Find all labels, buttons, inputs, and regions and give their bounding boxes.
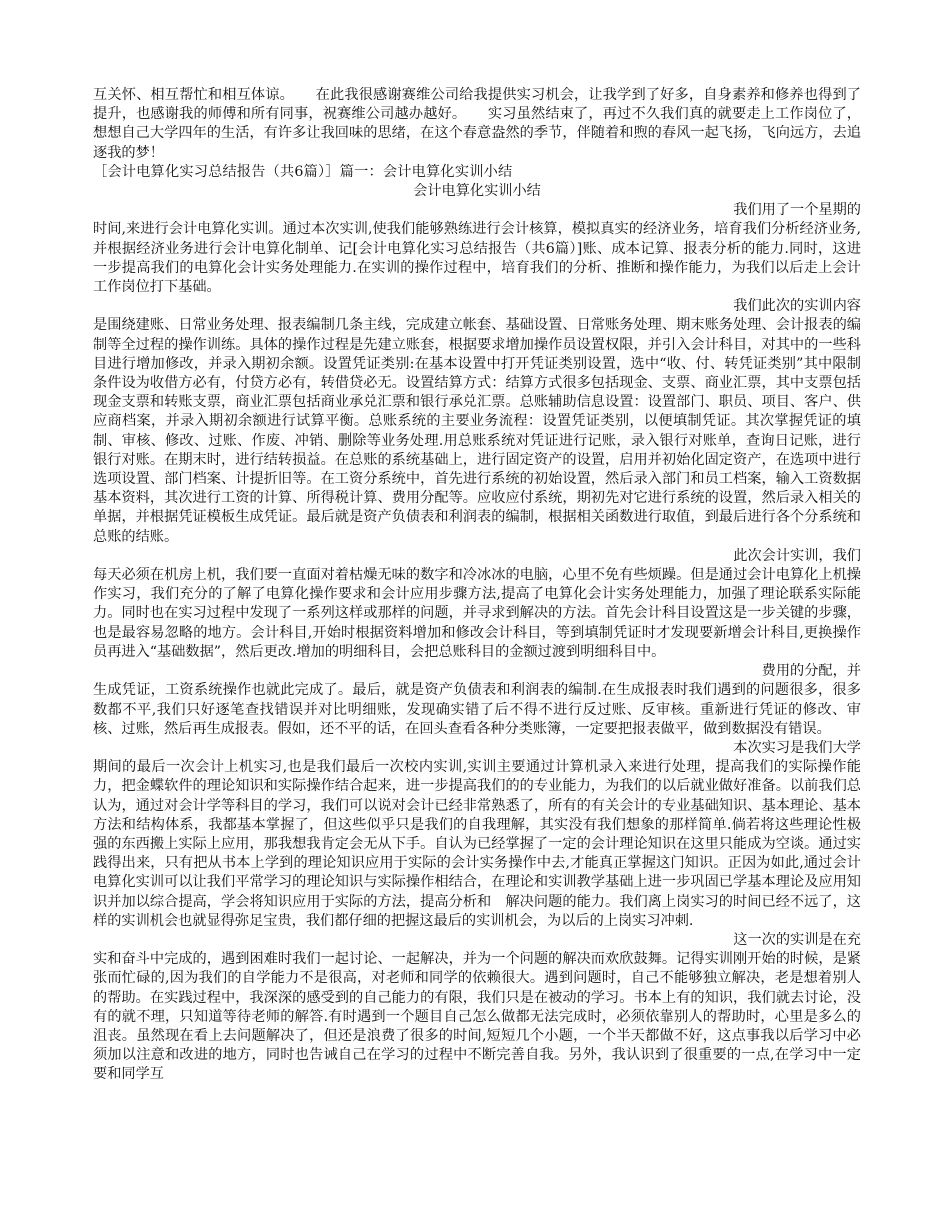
paragraph-5-lead: 本次实习是我们大学	[733, 739, 861, 756]
paragraph-6-lead: 这一次的实训是在充	[733, 931, 861, 948]
paragraph-3-body: 每天必须在机房上机，我们要一直面对着枯燥无味的数字和冷冰冰的电脑，心里不免有些烦躁。但是通过会计电算化上机操作实习，我们充分的了解了电算化操作要求和会计应用步骤方法,提高了电算化会计实务处理能力，加强了理论联系实际能力。同时也在实习过程中发现了一系列这样或那样的问题，并寻求到解决的方法。首先会计科目设置这是一步关键的步骤，也是最容易忽略的地方。会计科目,开始时根据资料增加和修改会计科目，等到填制凭证时才发现要新增会计科目,更换操作员再进入“基础数据”，然后更改.增加的明细科目，会把总账科目的金额过渡到明细科目中。	[93, 567, 861, 660]
paragraph-6-body: 实和奋斗中完成的，遇到困难时我们一起讨论、一起解决，并为一个问题的解决而欢欣鼓舞。记得实训刚开始的时候，是紧张而忙碌的,因为我们的自学能力不是很高，对老师和同学的依赖很大。遇到问题时，自己不能够独立解决，老是想着别人的帮助。在实践过程中，我深深的感受到的自己能力的有限，我们只是在被动的学习。书本上有的知识，我们就去讨论，没有的就不理，只知道等待老师的解答.有时遇到一个题目自己怎么做都无法完成时，必须依靠别人的帮助时，心里是多么的沮丧。虽然现在看上去问题解决了，但还是浪费了很多的时间,短短几个小题，一个半天都做不好，这点事我以后学习中必须加以注意和改进的地方，同时也告诫自己在学习的过程中不断完善自我。另外，我认识到了很重要的一点,在学习中一定要和同学互	[93, 951, 861, 1083]
document-page	[93, 86, 861, 1085]
document-subtitle: 会计电算化实训小结	[413, 183, 541, 200]
paragraph-4-lead: 费用的分配，并	[761, 663, 861, 680]
paragraph-5-body: 期间的最后一次会计上机实习,也是我们最后一次校内实训,实训主要通过计算机录入来进行处理，提高我们的实际操作能力，把金蝶软件的理论知识和实际操作结合起来，进一步提高我们的的专业能力，为我们的以后就业做好准备。以前我们总认为，通过对会计学等科目的学习，我们可以说对会计已经非常熟悉了，所有的有关会计的专业基础知识、基本理论、基本方法和结构体系，我都基本掌握了，但这些似乎只是我们的自我理解，其实没有我们想象的那样简单.倘若将这些理论性极强的东西搬上实际上应用，那我想我肯定会无从下手。自认为已经掌握了一定的会计理论知识在这里只能成为空谈。通过实践得出来，只有把从书本上学到的理论知识应用于实际的会计实务操作中去,才能真正掌握这门知识。正因为如此,通过会计电算化实训可以让我们平常学习的理论知识与实际操作相结合，在理论和实训教学基础上进一步巩固已学基本理论及应用知识并加以综合提高，学会将知识应用于实际的方法，提高分析和 解决问题的能力。我们离上岗实习的时间已经不远了，这样的实训机会也就显得弥足宝贵，我们都仔细的把握这最后的实训机会，为以后的上岗实习冲刺.	[93, 759, 861, 929]
report-title: ［会计电算化实习总结报告（共6篇）］篇一：会计电算化实训小结	[93, 163, 513, 180]
paragraph-2-lead: 我们此次的实训内容	[733, 298, 861, 315]
paragraph-1-lead: 我们用了一个星期的	[733, 202, 861, 219]
paragraph-1-body: 时间,来进行会计电算化实训。通过本次实训,使我们能够熟练进行会计核算，模拟真实的经济业务，培育我们分析经济业务,并根据经济业务进行会计电算化制单、记[会计电算化实习总结报告（共6篇）]账、成本记算、报表分析的能力.同时，这进一步提高我们的电算化会计实务处理能力.在实训的操作过程中，培育我们的分析、推断和操作能力，为我们以后走上会计工作岗位打下基础。	[93, 221, 861, 296]
paragraph-2-body: 是围绕建账、日常业务处理、报表编制几条主线，完成建立帐套、基础设置、日常账务处理、期末账务处理、会计报表的编制等全过程的操作训练。具体的操作过程是先建立账套，根据要求增加操作员设置权限，并引入会计科目，对其中的一些科目进行增加修改，并录入期初余额。设置凭证类别:在基本设置中打开凭证类别设置，选中“收、付、转凭证类别”其中限制条件设为收借方必有，付贷方必有，转借贷必无。设置结算方式：结算方式很多包括现金、支票、商业汇票，其中支票包括现金支票和转账支票，商业汇票包括商业承兑汇票和银行承兑汇票。总账辅助信息设置：设置部门、职员、项目、客户、供应商档案，并录入期初余额进行试算平衡。总账系统的主要业务流程：设置凭证类别，以便填制凭证。其次掌握凭证的填制、审核、修改、过账、作废、冲销、删除等业务处理.用总账系统对凭证进行记账，录入银行对账单，查询日记账，进行银行对账。在期末时，进行结转损益。在总账的系统基础上，进行固定资产的设置，启用并初始化固定资产，在选项中进行选项设置、部门档案、计提折旧等。在工资分系统中，首先进行系统的初始设置，然后录入部门和员工档案，输入工资数据基本资料，其次进行工资的计算、所得税计算、费用分配等。应收应付系统，期初先对它进行系统的设置，然后录入相关的单据，并根据凭证模板生成凭证。最后就是资产负债表和利润表的编制，根据相关函数进行取值，到最后进行各个分系统和总账的结账。	[93, 317, 861, 545]
paragraph-3-lead: 此次会计实训，我们	[733, 547, 861, 564]
paragraph-4-body: 生成凭证，工资系统操作也就此完成了。最后，就是资产负债表和利润表的编制.在生成报表时我们遇到的问题很多，很多数都不平,我们只好逐笔查找错误并对比明细账，发现确实错了后不得不进行反过账、反审核。重新进行凭证的修改、审核、过账，然后再生成报表。假如，还不平的话，在回头查看各种分类账簿，一定要把报表做平，做到数据没有错误。	[93, 682, 861, 737]
intro-paragraph: 互关怀、相互帮忙和相互体谅。 在此我很感谢赛维公司给我提供实习机会，让我学到了好多，自身素养和修养也得到了提升，也感谢我的师傅和所有同事，祝赛维公司越办越好。 实习虽然结束了，再过不久我们真的就要走上工作岗位了，想想自己大学四年的生活，有许多让我回味的思绪，在这个春意盎然的季节，伴随着和煦的春风一起飞扬，飞向远方，去追逐我的梦！	[93, 87, 861, 161]
